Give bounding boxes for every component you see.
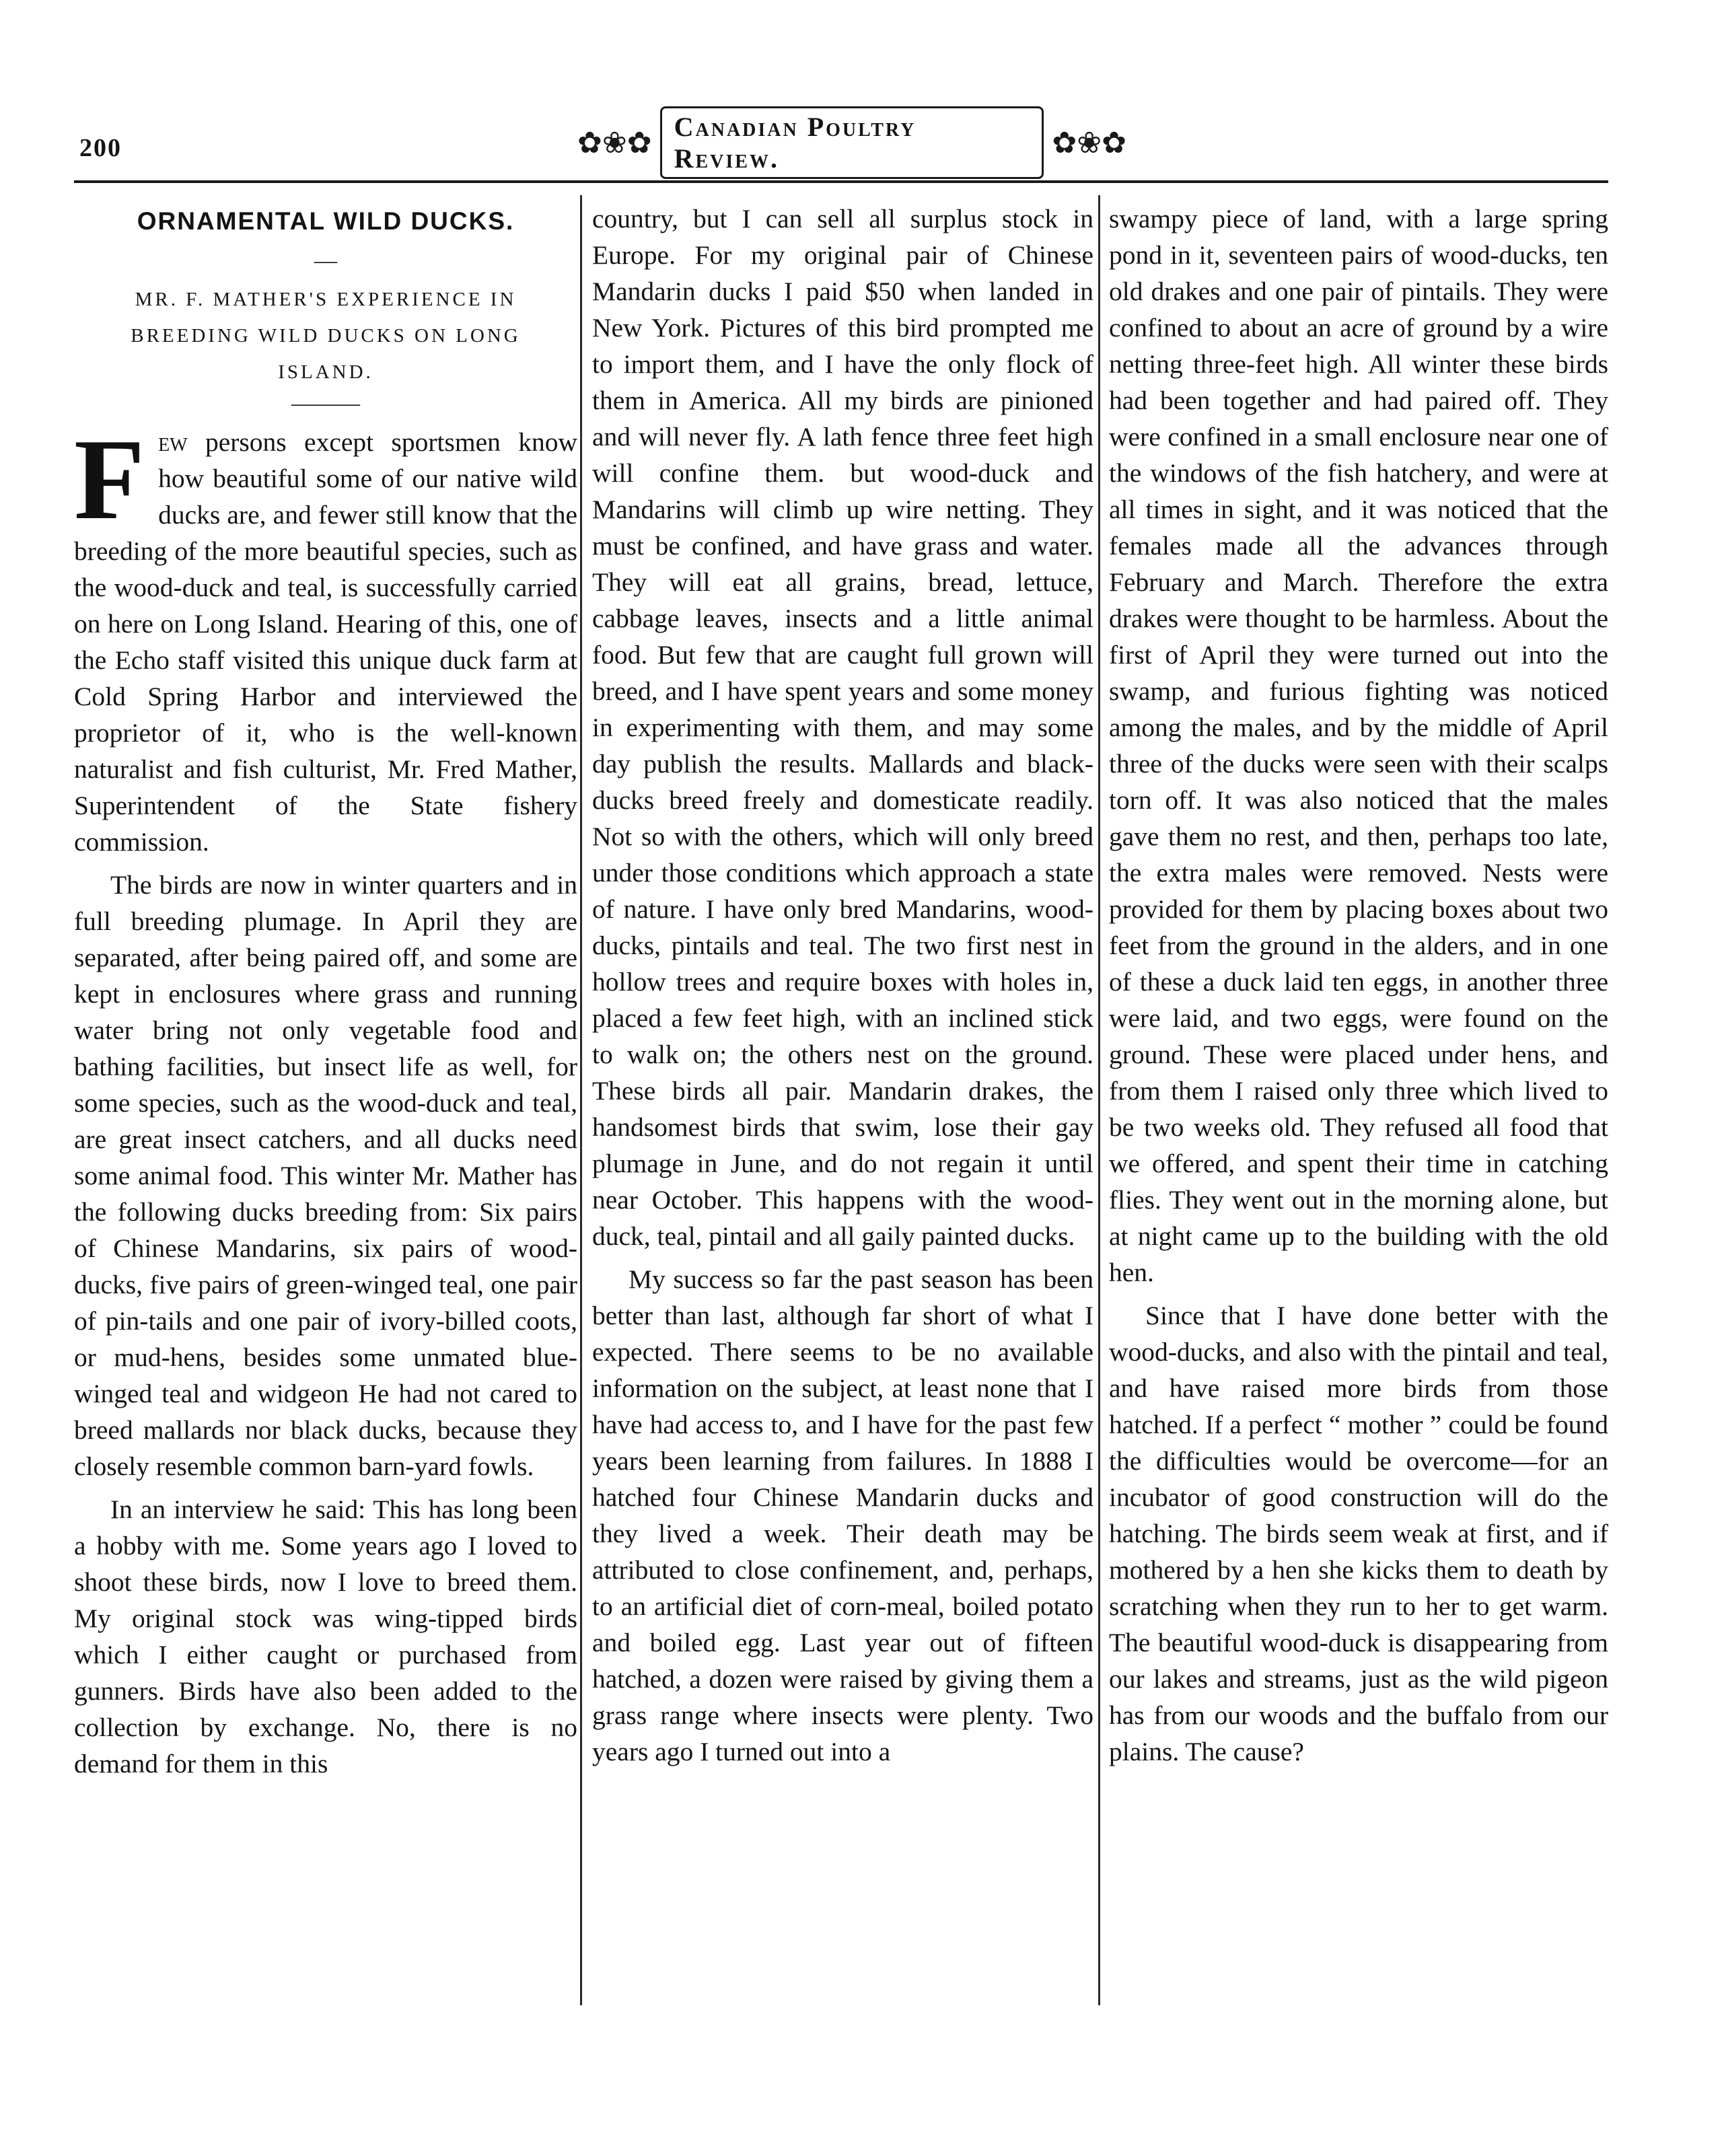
masthead bbox=[569, 112, 1135, 174]
column-3 bbox=[1109, 201, 1608, 1770]
column-divider-1 bbox=[580, 195, 582, 2005]
article-title: ORNAMENTAL WILD DUCKS. bbox=[137, 207, 515, 235]
column-2 bbox=[592, 201, 1093, 1770]
column-divider-2 bbox=[1098, 195, 1100, 2005]
subtitle-separator: ——— bbox=[291, 391, 360, 416]
paragraph: My success so far the past season has been better than last, although far short of what I expected. There seems to be no available information on the subject, at least none that I have had access to, and I have for the past few years been learning from failures. In 1888 I hatched four Chinese Mandarin ducks and they lived a week. Their death may be attributed to close confinement, and, perhaps, to an artificial diet of corn-meal, boiled potato and boiled egg. Last year out of fifteen hatched, a dozen were raised by giving them a grass range where insects were plenty. Two years ago I turned out into a bbox=[592, 1264, 1093, 1766]
page-number: 200 bbox=[79, 134, 122, 162]
paragraph: swampy piece of land, with a large spring pond in it, seventeen pairs of wood-ducks, ten old drakes and one pair of pintails. They were confined to about an acre of ground by a wire netting three-feet high. All winter these birds had been together and had paired off. They were confined in a small enclosure near one of the windows of the fish hatchery, and were at all times in sight, and it was noticed that the females made all the advances through February and March. Therefore the extra drakes were thought to be harmless. About the first of April they were turned out into the swamp, and furious fighting was noticed among the males, and by the middle of April three of the ducks were seen with their scalps torn off. It was also noticed that the males gave them no rest, and then, perhaps too late, the extra males were removed. Nests were provided for them by placing boxes about two feet from the ground in the alders, and in one of these a duck laid ten eggs, in another three were laid, and two eggs, were found on the ground. These were placed under hens, and from them I raised only three which lived to be two weeks old. They refused all food that we offered, and spent their time in catching flies. They went out in the morning alone, but at night came up to the building with the old hen. bbox=[1109, 204, 1608, 1287]
paragraph bbox=[74, 416, 577, 860]
paragraph-text: persons except sportsmen know how beautiful some of our native wild ducks are, and fewer still know that the breeding of the more beautiful species, such as the wood-duck and teal, is successfully carried on here on Long Island. Hearing of this, one of the Echo staff visited this unique duck farm at Cold Spring Harbor and interviewed the proprietor of it, who is the well-known naturalist and fish culturist, Mr. Fred Mather, Superintendent of the State fishery commission. bbox=[74, 427, 577, 857]
paragraph: Since that I have done better with the wood-ducks, and also with the pintail and teal, and have raised more birds from those hatched. If a perfect “ mother ” could be found the difficulties would be overcome—for an incubator of good construction will do the hatching. The birds seem weak at first, and if mothered by a hen she kicks them to death by scratching when they run to her to get warm. The beautiful wood-duck is disappearing from our lakes and streams, just as the wild pigeon has from our woods and the buffalo from our plains. The cause? bbox=[1109, 1301, 1608, 1766]
header-rule bbox=[74, 180, 1608, 183]
column-1 bbox=[74, 201, 577, 1782]
publication-title: Canadian Poultry Review. bbox=[660, 106, 1044, 179]
title-separator: — bbox=[314, 248, 337, 273]
drop-cap: F bbox=[74, 416, 145, 544]
article-subtitle: MR. F. MATHER'S EXPERIENCE IN BREEDING WILD DUCKS ON LONG ISLAND. bbox=[131, 289, 521, 383]
first-word: ew bbox=[158, 427, 188, 457]
ornament-right-icon: ✿❀✿ bbox=[1052, 126, 1126, 159]
paragraph: country, but I can sell all surplus stock in Europe. For my original pair of Chinese Mandarin ducks I paid $50 when landed in New York. Pictures of this bird prompted me to import them, and I have the only flock of them in America. All my birds are pinioned and will never fly. A lath fence three feet high will confine them. but wood-duck and Mandarins will climb up wire netting. They must be confined, and have grass and water. They will eat all grains, bread, lettuce, cabbage leaves, insects and a little animal food. But few that are caught full grown will breed, and I have spent years and some money in experimenting with them, and may some day publish the results. Mallards and black-ducks breed freely and domesticate readily. Not so with the others, which will only breed under those conditions which approach a state of nature. I have only bred Mandarins, wood-ducks, pintails and teal. The two first nest in hollow trees and require boxes with holes in, placed a few feet high, with an inclined stick to walk on; the others nest on the ground. These birds all pair. Mandarin drakes, the handsomest birds that swim, lose their gay plumage in June, and do not regain it until near October. This happens with the wood-duck, teal, pintail and all gaily painted ducks. bbox=[592, 204, 1093, 1251]
paragraph: The birds are now in winter quarters and in full breeding plumage. In April they are separated, after being paired off, and some are kept in enclosures where grass and running water bring not only vegetable food and bathing facilities, but insect life as well, for some species, such as the wood-duck and teal, are great insect catchers, and all ducks need some animal food. This winter Mr. Mather has the following ducks breeding from: Six pairs of Chinese Mandarins, six pairs of wood-ducks, five pairs of green-winged teal, one pair of pin-tails and one pair of ivory-billed coots, or mud-hens, besides some unmated blue-winged teal and widgeon He had not cared to breed mallards nor black ducks, because they closely resemble common barn-yard fowls. bbox=[74, 870, 577, 1481]
paragraph: In an interview he said: This has long been a hobby with me. Some years ago I loved to shoot these birds, now I love to breed them. My original stock was wing-tipped birds which I either caught or purchased from gunners. Birds have also been added to the collection by exchange. No, there is no demand for them in this bbox=[74, 1495, 577, 1778]
ornament-left-icon: ✿❀✿ bbox=[577, 126, 652, 159]
